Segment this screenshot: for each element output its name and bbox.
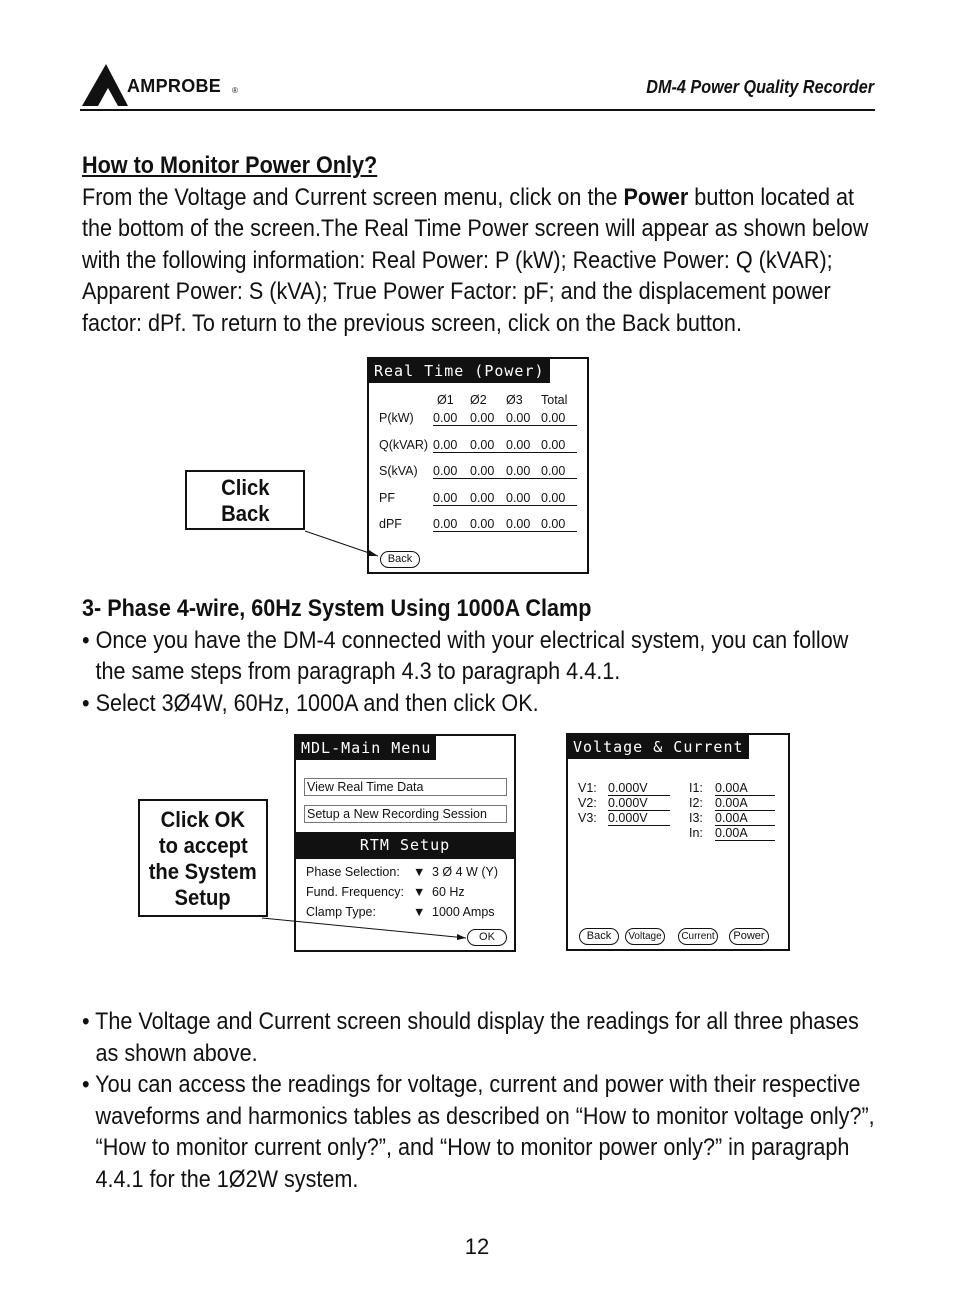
rtm-setup-title: RTM Setup — [296, 832, 514, 859]
voltage-label: V3: — [578, 811, 597, 825]
voltage-label: V2: — [578, 796, 597, 810]
current-button[interactable]: Current — [678, 928, 718, 945]
column-header: Ø2 — [470, 393, 487, 407]
value-cell: 0.00 — [433, 438, 458, 452]
current-label: I1: — [689, 781, 703, 795]
bullet-item: • Once you have the DM-4 connected with your electrical system, you can follow the same steps from paragraph 4.3 to paragraph 4.4.1. — [82, 626, 849, 685]
value-cell: 0.00 — [506, 438, 531, 452]
value-cell: 0.00 — [470, 491, 495, 505]
arrowhead-icon — [367, 550, 378, 556]
value-cell: 0.00 — [470, 464, 495, 478]
dropdown-arrow-icon[interactable]: ▼ — [413, 865, 426, 879]
bullet-item: • The Voltage and Current screen should display the readings for all three phases as shown above. — [82, 1008, 859, 1067]
callout-line: Click — [220, 475, 270, 500]
column-header: Ø3 — [506, 393, 523, 407]
leader-line-ok — [262, 918, 466, 938]
setting-label: Phase Selection: — [306, 865, 400, 879]
callout-line: to accept — [158, 833, 248, 858]
ok-button[interactable]: OK — [467, 929, 507, 946]
leader-line-back — [305, 531, 378, 556]
value-cell: 0.00 — [470, 517, 495, 531]
menu-item-setup-recording[interactable]: Setup a New Recording Session — [304, 805, 507, 823]
document-title: DM-4 Power Quality Recorder — [646, 77, 874, 97]
callout-line: Setup — [174, 885, 232, 910]
value-cell: 0.00 — [541, 491, 566, 505]
current-label: I2: — [689, 796, 703, 810]
current-value: 0.00A — [715, 781, 775, 796]
value-cell: 0.00 — [470, 438, 495, 452]
value-cell: 0.00 — [506, 464, 531, 478]
screen-title: MDL-Main Menu — [296, 736, 436, 760]
bullet-item: • You can access the readings for voltage, current and power with their respective waveforms and harmonics tables as described on “How to monitor voltage only?”, “How to monitor current only?”, and “How to monitor power only?” in paragraph 4.4.1 for the 1Ø2W system. — [82, 1071, 875, 1193]
bullet-item: • Select 3Ø4W, 60Hz, 1000A and then click OK. — [82, 689, 539, 717]
callout-line: Back — [220, 501, 270, 526]
value-cell: 0.00 — [506, 491, 531, 505]
value-cell: 0.00 — [433, 411, 458, 425]
value-cell: 0.00 — [541, 438, 566, 452]
setting-label: Fund. Frequency: — [306, 885, 404, 899]
body-text: From the Voltage and Current screen menu, click on the — [82, 183, 624, 211]
setting-label: Clamp Type: — [306, 905, 376, 919]
value-cell: 0.00 — [506, 517, 531, 531]
callout-line: the System — [148, 859, 257, 884]
value-cell: 0.00 — [541, 464, 566, 478]
value-cell: 0.00 — [433, 491, 458, 505]
row-label: S(kVA) — [379, 464, 418, 478]
phase-selection-value[interactable]: 3 Ø 4 W (Y) — [432, 865, 498, 879]
power-button[interactable]: Power — [729, 928, 769, 945]
current-value: 0.00A — [715, 796, 775, 811]
value-cell: 0.00 — [506, 411, 531, 425]
section-readings — [82, 1006, 879, 1195]
value-cell: 0.00 — [433, 517, 458, 531]
page-number: 12 — [464, 1234, 490, 1259]
frequency-value[interactable]: 60 Hz — [432, 885, 465, 899]
section-heading: 3- Phase 4-wire, 60Hz System Using 1000A Clamp — [82, 595, 592, 622]
row-label: Q(kVAR) — [379, 438, 429, 452]
brand-name: AMPROBE — [127, 76, 222, 96]
back-button[interactable]: Back — [380, 551, 420, 568]
screen-title: Real Time (Power) — [369, 359, 550, 383]
menu-item-view-real-time[interactable]: View Real Time Data — [304, 778, 507, 796]
dropdown-arrow-icon[interactable]: ▼ — [413, 905, 426, 919]
section-heading: How to Monitor Power Only? — [82, 152, 378, 179]
column-header: Ø1 — [437, 393, 454, 407]
body-bold: Power — [623, 183, 689, 211]
current-label: In: — [689, 826, 703, 840]
value-cell: 0.00 — [470, 411, 495, 425]
value-cell: 0.00 — [433, 464, 458, 478]
current-value: 0.00A — [715, 811, 775, 826]
clamp-type-value[interactable]: 1000 Amps — [432, 905, 495, 919]
callout-line: Click OK — [160, 807, 246, 832]
value-cell: 0.00 — [541, 411, 566, 425]
voltage-label: V1: — [578, 781, 597, 795]
value-cell: 0.00 — [541, 517, 566, 531]
column-header: Total — [541, 393, 568, 407]
registered-mark: ® — [232, 86, 238, 95]
back-button[interactable]: Back — [579, 928, 619, 945]
screen-title: Voltage & Current — [568, 735, 749, 759]
body-text: button located at the bottom of the screen.The Real Time Power screen will appear as shown below with the following information: Real Power: P (kW); Reactive Power: Q (kVAR); Apparent Power: S (kVA); True Power Factor: pF; and the displacement power factor: dPf. To return to the previous screen, click on the Back button. — [82, 183, 869, 337]
arrowhead-icon — [457, 934, 466, 940]
voltage-value: 0.000V — [608, 781, 670, 796]
row-label: dPF — [379, 517, 402, 531]
row-label: PF — [379, 491, 395, 505]
voltage-value: 0.000V — [608, 811, 670, 826]
row-label: P(kW) — [379, 411, 414, 425]
current-value: 0.00A — [715, 826, 775, 841]
voltage-value: 0.000V — [608, 796, 670, 811]
current-label: I3: — [689, 811, 703, 825]
voltage-button[interactable]: Voltage — [625, 928, 665, 945]
dropdown-arrow-icon[interactable]: ▼ — [413, 885, 426, 899]
